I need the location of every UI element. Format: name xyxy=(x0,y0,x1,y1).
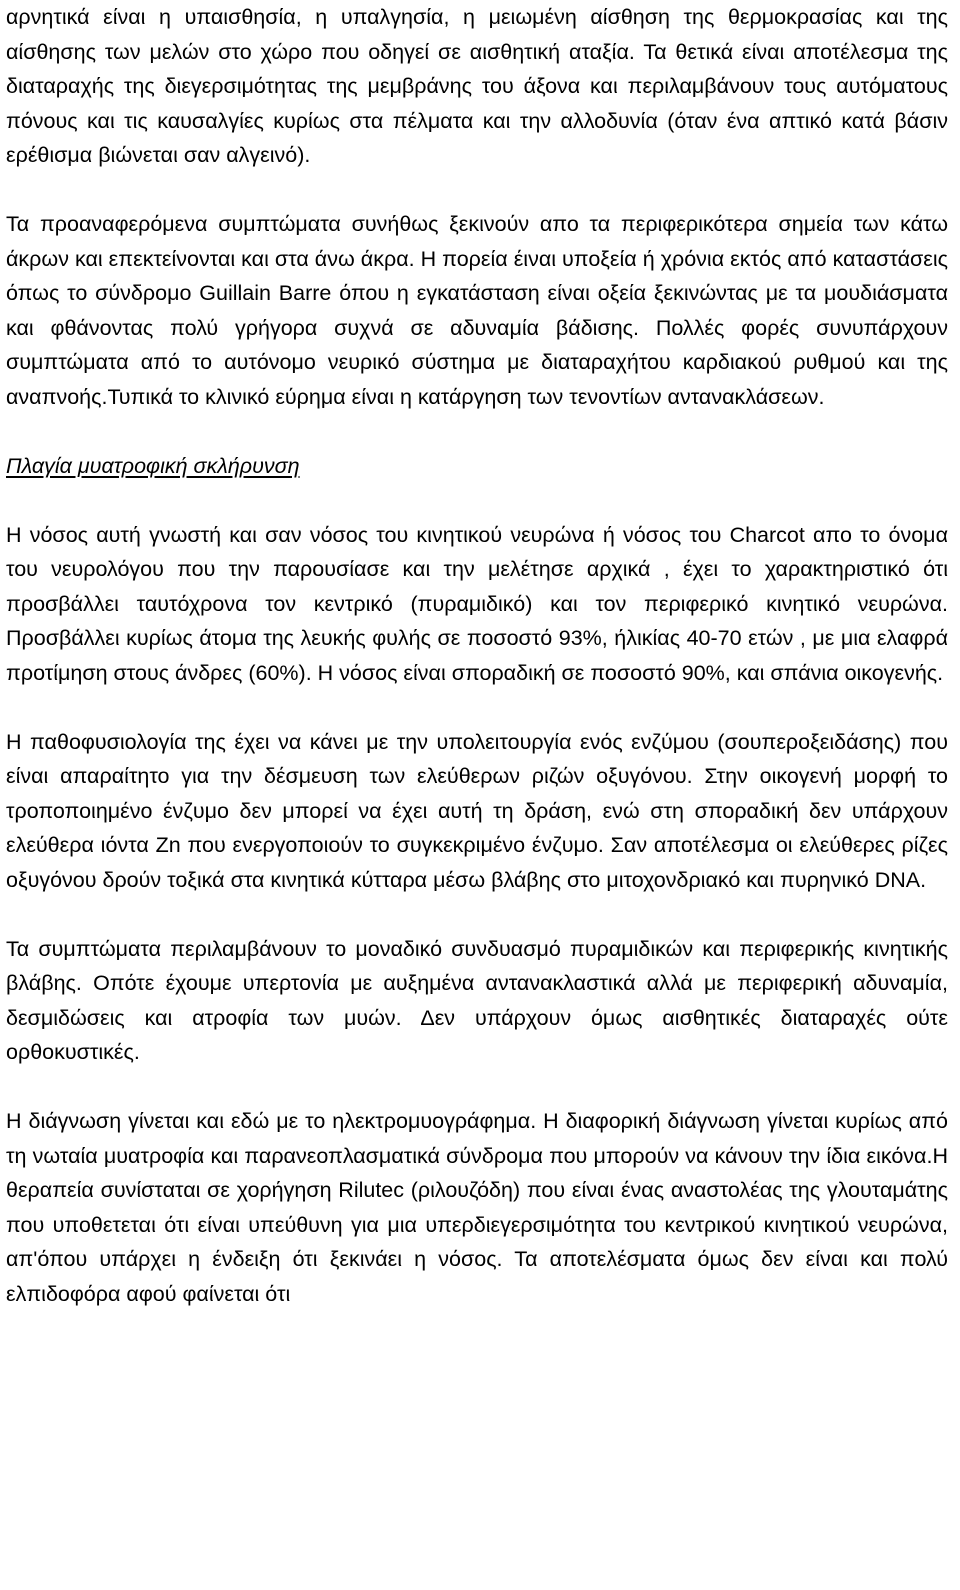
section-heading-als: Πλαγία μυατροφική σκλήρυνση xyxy=(6,453,300,478)
paragraph-sensory-symptoms: αρνητικά είναι η υπαισθησία, η υπαλγησία, η μειωμένη αίσθηση της θερμοκρασίας και της αίσθησης των μελών στο χώρο που οδηγεί σε αισθητική αταξία. Τα θετικά είναι αποτέλεσμα της διαταραχής της διεγερσιμότητας της μεμβράνης του άξονα και περιλαμβάνουν τους αυτόματους πόνους και τις καυσαλγίες κυρίως στα πέλματα και την αλλοδυνία (όταν ένα απτικό κατά βάσιν ερέθισμα βιώνεται σαν αλγεινό). xyxy=(6,5,948,167)
paragraph-als-definition: Η νόσος αυτή γνωστή και σαν νόσος του κινητικού νευρώνα ή νόσος του Charcot απο το όνομα του νευρολόγου που την παρουσίασε και την μελέτησε αρχικά , έχει το χαρακτηριστικό ότι προσβάλλει ταυτόχρονα τον κεντρικό (πυραμιδικό) και τον περιφερικό κινητικό νευρώνα. Προσβάλλει κυρίως άτομα της λευκής φυλής σε ποσοστό 93%, ήλικίας 40-70 ετών , με μια ελαφρά προτίμηση στους άνδρες (60%). Η νόσος είναι σποραδική σε ποσοστό 90%, και σπάνια οικογενής. xyxy=(6,522,948,685)
paragraph-als-pathophysiology: Η παθοφυσιολογία της έχει να κάνει με την υπολειτουργία ενός ενζύμου (σουπεροξειδάσης) που είναι απαραίτητο για την δέσμευση των ελεύθερων ριζών οξυγόνου. Στην οικογενή μορφή το τροποποιημένο ένζυμο δεν μπορεί να έχει αυτή τη δράση, ενώ στη σποραδική δεν υπάρχουν ελεύθερα ιόντα Zn που ενεργοποιούν το συγκεκριμένο ένζυμο. Σαν αποτέλεσμα οι ελεύθερες ρίζες οξυγόνου δρούν τοξικά στα κινητικά κύτταρα μέσω βλάβης στο μιτοχονδριακό και πυρηνικό DNA. xyxy=(6,729,948,892)
paragraph-symptom-progression: Τα προαναφερόμενα συμπτώματα συνήθως ξεκινούν απο τα περιφερικότερα σημεία των κάτω άκρων και επεκτείνονται και στα άνω άκρα. Η πορεία έιναι υποξεία ή χρόνια εκτός από καταστάσεις όπως το σύνδρομο Guillain Barre όπου η εγκατάσταση είναι οξεία ξεκινώντας με τα μουδιάσματα και φθάνοντας πολύ γρήγορα συχνά σε αδυναμία βάδισης. Πολλές φορές συνυπάρχουν συμπτώματα από το αυτόνομο νευρικό σύστημα με διαταραχήτου καρδιακού ρυθμού και της αναπνοής.Τυπικά το κλινικό εύρημα είναι η κατάργηση των τενοντίων αντανακλάσεων. xyxy=(6,212,948,409)
paragraph-als-diagnosis: Η διάγνωση γίνεται και εδώ με το ηλεκτρομυογράφημα. Η διαφορική διάγνωση γίνεται κυρίως από τη νωταία μυατροφία και παρανεοπλασματικά σύνδρομα που μπορούν να κάνουν την ίδια εικόνα.Η θεραπεία συνίσταται σε χορήγηση Rilutec (ριλουζόδη) που είναι ένας αναστολέας της γλουταμάτης που υποθετεται ότι είναι υπεύθυνη για μια υπερδιεγερσιμότητα του κεντρικού κινητικού νευρώνα, απ'όπου υπάρχει η ένδειξη ότι ξεκινάει η νόσος. Τα αποτελέσματα όμως δεν είναι και πολύ ελπιδοφόρα αφού φαίνεται ότι xyxy=(6,1109,948,1306)
paragraph-als-symptoms: Τα συμπτώματα περιλαμβάνουν το μοναδικό συνδυασμό πυραμιδικών και περιφερικής κινητικής βλάβης. Οπότε έχουμε υπερτονία με αυξημένα αντανακλαστικά αλλά με περιφερική αδυναμία, δεσμιδώσεις και ατροφία των μυών. Δεν υπάρχουν όμως αισθητικές διαταραχές ούτε ορθοκυστικές. xyxy=(6,936,948,1064)
document-page xyxy=(6,0,948,1311)
